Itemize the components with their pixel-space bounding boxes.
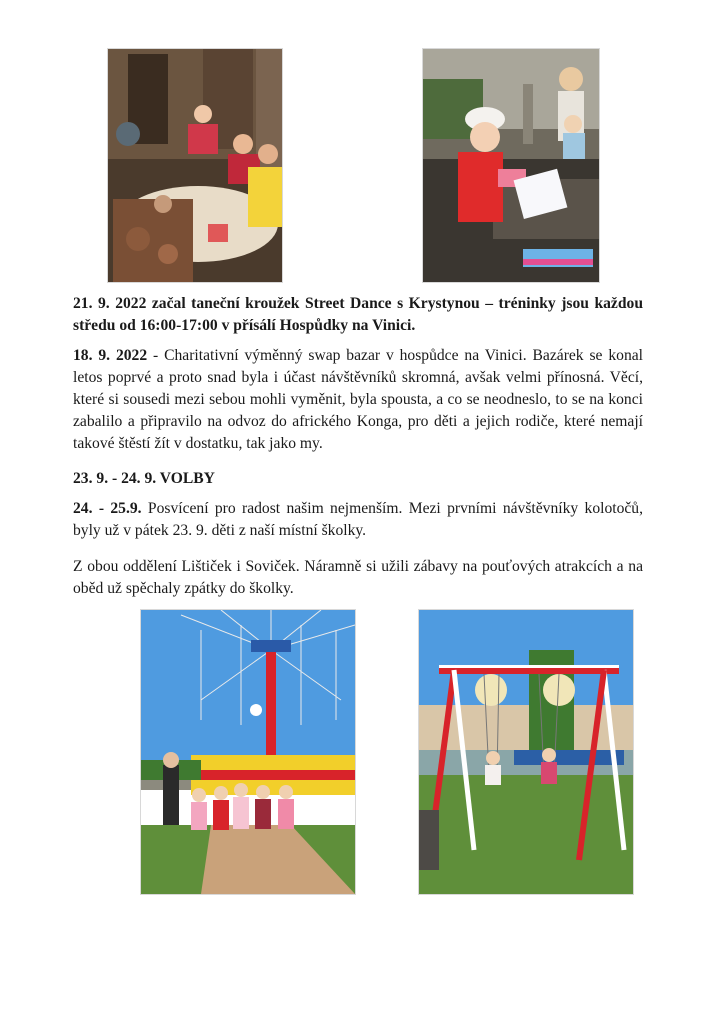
skolka-text: Z obou oddělení Lištiček i Soviček. Náramně si užili zábavy na pouťových atrakcích a na oběd už spěchaly zpátky do školky. [73,558,643,597]
photo-children-clay-workshop [107,48,283,283]
photo-girl-painting-outdoors [422,48,600,283]
swap-bazar-text: - Charitativní výměnný swap bazar v hospůdce na Vinici. Bazárek se konal letos poprvé a proto snad byla i účast návštěvníků skromná, avšak velmi přínosná. Věcí, které si sousedi mezi sebou mohli vyměnit, byla spousta, a co se neodneslo, to se na konci zabalilo a připravilo na odvoz do afrického Konga, pro děti a jejich rodiče, které nemají takové štěstí žít v dostatku, tak jako my. [73,347,644,452]
posviceni-text: Posvícení pro radost našim nejmenším. Mezi prvními návštěvníky kolotočů, byly už v pátek 23. 9. děti z naší místní školky. [73,500,643,539]
swap-bazar-date: 18. 9. 2022 [73,347,148,364]
carousel-image [141,610,355,894]
clay-workshop-image [108,49,282,282]
posviceni-date: 24. - 25.9. [73,500,142,517]
photo-children-on-swings [418,609,634,895]
paragraph-swap-bazar [73,345,643,455]
paragraph-street-dance [73,293,643,337]
swings-image [419,610,633,894]
volby-heading: 23. 9. - 24. 9. VOLBY [73,470,215,487]
paragraph-posviceni [73,498,643,542]
street-dance-announcement: 21. 9. 2022 začal taneční kroužek Street Dance s Krystynou – tréninky jsou každou středu od 16:00-17:00 v přísálí Hospůdky na Vinici. [73,295,643,334]
paragraph-skolka [73,556,643,600]
painting-outdoors-image [423,49,599,282]
paragraph-volby [73,468,643,490]
photo-children-at-carousel [140,609,356,895]
